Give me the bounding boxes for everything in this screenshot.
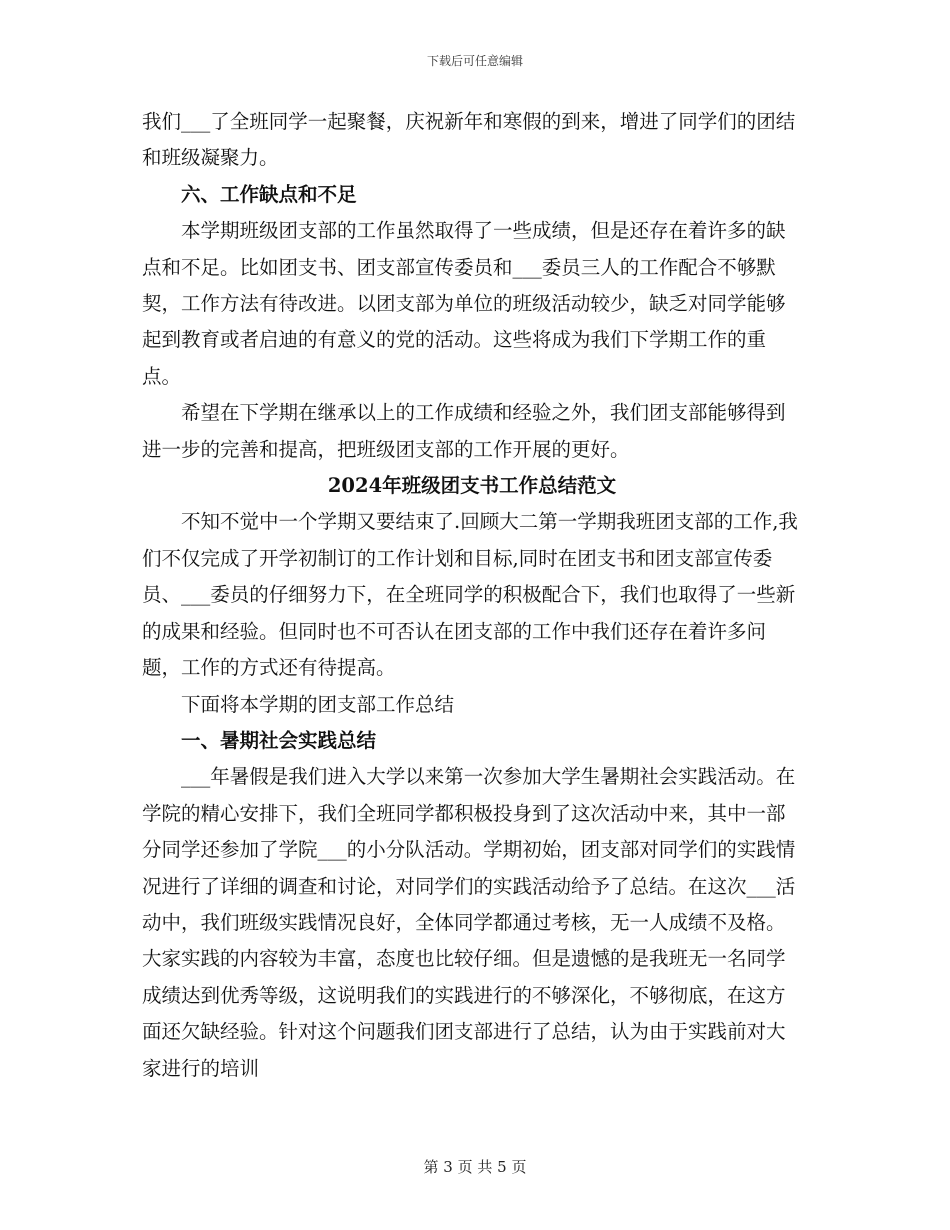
paragraph-practice: ___年暑假是我们进入大学以来第一次参加大学生暑期社会实践活动。在学院的精心安排下，我们全班同学都积极投身到了这次活动中来，其中一部分同学还参加了学院___的小分队活动。学期初始，团支部对同学们的实践情况进行了详细的调查和讨论，对同学们的实践活动给予了总结。在这次___活动中，我们班级实践情况良好，全体同学都通过考核，无一人成绩不及格。大家实践的内容较为丰富，态度也比较仔细。但是遗憾的是我班无一名同学成绩达到优秀等级，这说明我们的实践进行的不够深化，不够彻底，在这方面还欠缺经验。针对这个问题我们团支部进行了总结，认为由于实践前对大家进行的培训 — [142, 765, 796, 1080]
paragraph-shortcomings: 本学期班级团支部的工作虽然取得了一些成绩，但是还存在着许多的缺点和不足。比如团支书、团支部宣传委员和___委员三人的工作配合不够默契，工作方法有待改进。以团支部为单位的班级活动较少，缺乏对同学能够起到教育或者启迪的有意义的党的活动。这些将成为我们下学期工作的重点。 — [142, 219, 786, 388]
section-heading-one: 一、暑期社会实践总结 — [181, 728, 377, 752]
section-heading-six: 六、工作缺点和不足 — [181, 182, 357, 206]
paragraph-intro: 我们___了全班同学一起聚餐，庆祝新年和寒假的到来，增进了同学们的团结和班级凝聚力。 — [142, 110, 796, 170]
document-body — [142, 104, 802, 1087]
paragraph-hope: 希望在下学期在继承以上的工作成绩和经验之外，我们团支部能够得到进一步的完善和提高，把班级团支部的工作开展的更好。 — [142, 401, 786, 461]
page-header: 下载后可任意编辑 — [426, 54, 523, 68]
document-title: 2024年班级团支书工作总结范文 — [327, 474, 617, 498]
paragraph-lead: 下面将本学期的团支部工作总结 — [181, 692, 455, 716]
paragraph-review: 不知不觉中一个学期又要结束了.回顾大二第一学期我班团支部的工作,我们不仅完成了开学初制订的工作计划和目标,同时在团支书和团支部宣传委员、___委员的仔细努力下，在全班同学的积极配合下，我们也取得了一些新的成果和经验。但同时也不可否认在团支部的工作中我们还存在着许多问题，工作的方式还有待提高。 — [142, 510, 798, 680]
page-footer: 第 3 页 共 5 页 — [423, 1158, 527, 1176]
